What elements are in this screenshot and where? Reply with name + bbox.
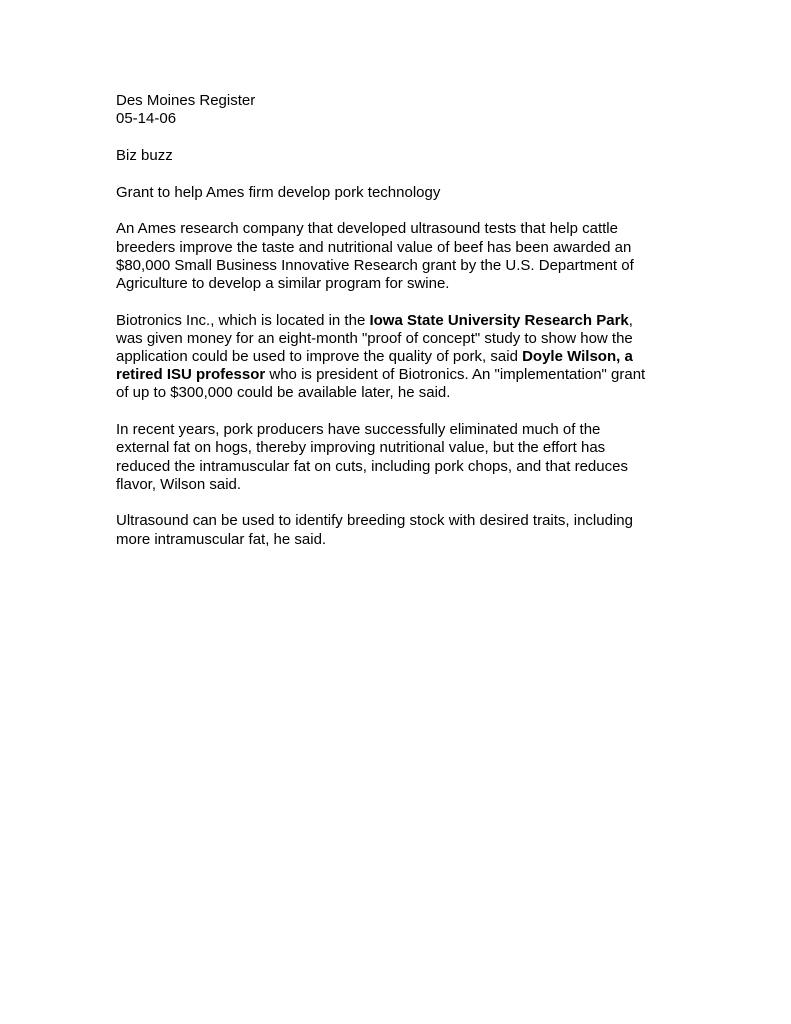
paragraph-2	[116, 312, 676, 403]
paragraph-line	[116, 312, 676, 330]
headline: Grant to help Ames firm develop pork technology	[116, 183, 441, 201]
paragraph-line	[116, 366, 676, 384]
paragraph-line: breeders improve the taste and nutritional value of beef has been awarded an	[116, 238, 632, 256]
paragraph-3	[116, 421, 676, 494]
paragraph-line: external fat on hogs, thereby improving nutritional value, but the effort has	[116, 439, 606, 457]
paragraph-line: An Ames research company that developed ultrasound tests that help cattle	[116, 220, 618, 238]
text-run: Biotronics Inc., which is located in the	[116, 311, 370, 329]
paragraph-line: was given money for an eight-month "proof of concept" study to show how the	[116, 329, 633, 347]
paragraph-line: reduced the intramuscular fat on cuts, including pork chops, and that reduces	[116, 457, 628, 475]
paragraph-line: $80,000 Small Business Innovative Research grant by the U.S. Department of	[116, 256, 634, 274]
paragraph-1	[116, 220, 676, 293]
bold-research-park: Iowa State University Research Park	[369, 311, 629, 329]
bold-person-title: retired ISU professor	[116, 366, 266, 384]
section-title: Biz buzz	[116, 146, 173, 164]
publication-date: 05-14-06	[116, 110, 177, 128]
paragraph-line: of up to $300,000 could be available later, he said.	[116, 384, 451, 402]
paragraph-4	[116, 512, 676, 548]
paragraph-line	[116, 348, 676, 366]
document-page	[116, 92, 676, 549]
paragraph-line: flavor, Wilson said.	[116, 475, 242, 493]
text-run: ,	[628, 311, 633, 329]
text-run: who is president of Biotronics. An "implementation" grant	[265, 366, 646, 384]
paragraph-line: In recent years, pork producers have successfully eliminated much of the	[116, 421, 601, 439]
text-run: application could be used to improve the quality of pork, said	[116, 348, 523, 366]
bold-person-name: Doyle Wilson, a	[522, 348, 633, 366]
publication-name: Des Moines Register	[116, 92, 256, 109]
paragraph-line: more intramuscular fat, he said.	[116, 530, 327, 548]
paragraph-line: Ultrasound can be used to identify breeding stock with desired traits, including	[116, 512, 633, 530]
paragraph-line: Agriculture to develop a similar program for swine.	[116, 274, 450, 292]
